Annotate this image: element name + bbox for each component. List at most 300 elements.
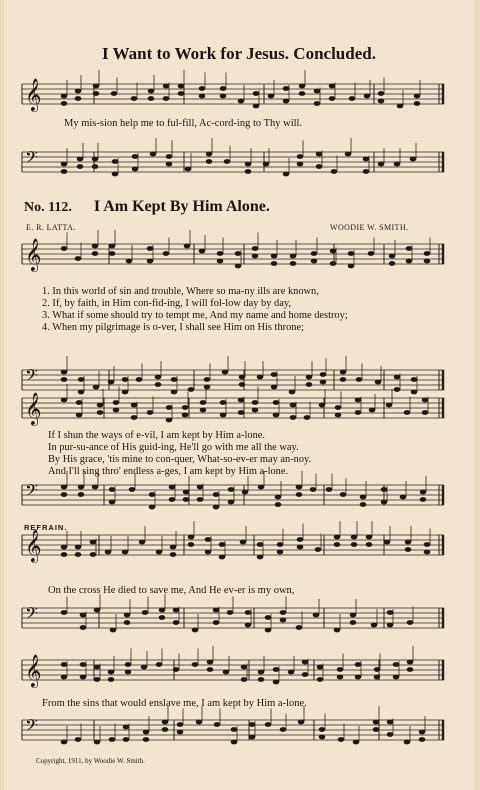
treble-clef-icon: 𝄞 xyxy=(25,529,42,562)
note-head xyxy=(142,610,149,615)
verses-first-half xyxy=(42,286,348,334)
note-head xyxy=(363,157,370,162)
note-head xyxy=(125,670,132,675)
note-head xyxy=(94,608,101,613)
note-head xyxy=(132,154,139,159)
note-head xyxy=(109,251,116,256)
note-head xyxy=(183,497,190,502)
note-head xyxy=(306,382,313,387)
note-head xyxy=(393,675,400,680)
note-head xyxy=(61,545,68,550)
note-head xyxy=(355,410,362,415)
refrain-label: REFRAIN. xyxy=(24,523,68,532)
note-head xyxy=(108,380,115,385)
note-head xyxy=(348,264,355,269)
note-head xyxy=(61,740,68,745)
note-head xyxy=(317,665,324,670)
note-head xyxy=(220,400,227,405)
note-head xyxy=(148,89,155,94)
note-head xyxy=(258,485,265,490)
note-head xyxy=(131,403,138,408)
note-head xyxy=(355,398,362,403)
note-head xyxy=(273,667,280,672)
note-head xyxy=(419,730,426,735)
note-head xyxy=(61,246,68,251)
verse-line: 2. If, by faith, in Him con-fid-ing, I will fol-low day by day, xyxy=(42,298,291,309)
note-head xyxy=(386,403,393,408)
note-head xyxy=(277,542,284,547)
note-head xyxy=(136,377,143,382)
note-head xyxy=(222,370,229,375)
note-head xyxy=(315,547,322,552)
note-head xyxy=(147,246,154,251)
note-head xyxy=(351,535,358,540)
verse-line: By His grace, 'tis mine to con-quer, What-so-ev-er may an-noy. xyxy=(48,454,312,465)
note-head xyxy=(257,542,264,547)
note-head xyxy=(188,542,195,547)
note-head xyxy=(277,550,284,555)
note-head xyxy=(404,410,411,415)
note-head xyxy=(414,94,421,99)
note-head xyxy=(394,387,401,392)
note-head xyxy=(228,500,235,505)
note-head xyxy=(240,540,247,545)
note-head xyxy=(290,415,297,420)
note-head xyxy=(92,251,99,256)
note-head xyxy=(239,375,246,380)
note-head xyxy=(368,251,375,256)
note-head xyxy=(220,86,227,91)
note-head xyxy=(375,380,382,385)
note-head xyxy=(162,720,169,725)
continued-hymn-lyric: My mis-sion help me to ful-fill, Ac-cord-ing to Thy will. xyxy=(64,118,303,129)
note-head xyxy=(350,620,357,625)
note-head xyxy=(366,535,373,540)
note-head xyxy=(213,492,220,497)
note-head xyxy=(245,623,252,628)
note-head xyxy=(141,665,148,670)
note-head xyxy=(131,96,138,101)
note-head xyxy=(205,550,212,555)
note-head xyxy=(387,623,394,628)
note-head xyxy=(122,377,129,382)
note-head xyxy=(242,490,249,495)
note-head xyxy=(384,540,391,545)
note-head xyxy=(78,492,85,497)
hymnal-page xyxy=(4,0,474,790)
bar-lines xyxy=(22,70,443,742)
note-head xyxy=(75,89,82,94)
note-head xyxy=(394,375,401,380)
note-head xyxy=(298,720,305,725)
note-head xyxy=(271,254,278,259)
note-head xyxy=(177,730,184,735)
note-head xyxy=(159,608,166,613)
note-head xyxy=(124,613,131,618)
note-head xyxy=(143,730,150,735)
note-head xyxy=(235,251,242,256)
note-head xyxy=(111,91,118,96)
note-head xyxy=(219,555,226,560)
note-head xyxy=(378,99,385,104)
hymn-title: I Am Kept By Him Alone. xyxy=(93,198,270,215)
note-head xyxy=(166,405,173,410)
note-head xyxy=(257,375,264,380)
note-head xyxy=(289,390,296,395)
note-head xyxy=(350,613,357,618)
note-head xyxy=(122,550,129,555)
note-head xyxy=(271,261,278,266)
bass-clef-icon: 𝄢 xyxy=(25,603,38,627)
note-head xyxy=(80,662,87,667)
note-head xyxy=(93,84,100,89)
note-head xyxy=(173,608,180,613)
note-head xyxy=(93,91,100,96)
note-head xyxy=(360,502,367,507)
note-head xyxy=(123,725,130,730)
note-head xyxy=(407,667,414,672)
note-head xyxy=(94,677,101,682)
note-head xyxy=(314,89,321,94)
note-head xyxy=(197,497,204,502)
note-head xyxy=(249,735,256,740)
treble-clef-icon: 𝄞 xyxy=(25,392,42,425)
verse-line: In pur-su-ance of His guid-ing, He'll go with me all the way. xyxy=(48,442,299,453)
note-head xyxy=(61,662,68,667)
note-head xyxy=(297,545,304,550)
note-head xyxy=(334,628,341,633)
note-head xyxy=(92,244,99,249)
note-head xyxy=(313,613,320,618)
note-head xyxy=(92,485,99,490)
note-head xyxy=(213,608,220,613)
note-head xyxy=(257,555,264,560)
note-head xyxy=(356,377,363,382)
note-head xyxy=(340,492,347,497)
note-head xyxy=(206,159,213,164)
note-head xyxy=(147,259,154,264)
note-head xyxy=(224,159,231,164)
note-head xyxy=(112,159,119,164)
note-head xyxy=(334,542,341,547)
note-head xyxy=(170,545,177,550)
note-head xyxy=(205,537,212,542)
note-head xyxy=(252,246,259,251)
note-head xyxy=(231,727,238,732)
note-head xyxy=(156,550,163,555)
note-head xyxy=(373,720,380,725)
note-head xyxy=(188,535,195,540)
note-head xyxy=(245,162,252,167)
note-head xyxy=(424,550,431,555)
note-head xyxy=(320,372,327,377)
note-heads xyxy=(61,84,431,745)
note-head xyxy=(319,735,326,740)
note-head xyxy=(393,662,400,667)
staff-lines xyxy=(22,84,444,740)
note-head xyxy=(199,94,206,99)
music-credit: WOODIE W. SMITH. xyxy=(330,223,409,232)
note-head xyxy=(61,370,68,375)
note-head xyxy=(113,400,120,405)
note-head xyxy=(217,251,224,256)
note-head xyxy=(80,625,87,630)
bass-clef-icon: 𝄢 xyxy=(25,147,38,171)
note-head xyxy=(173,620,180,625)
note-head xyxy=(217,259,224,264)
note-head xyxy=(94,665,101,670)
hymn-heading xyxy=(24,198,270,216)
note-head xyxy=(196,720,203,725)
note-head xyxy=(374,667,381,672)
note-head xyxy=(265,615,272,620)
note-head xyxy=(302,660,309,665)
note-head xyxy=(353,740,360,745)
note-head xyxy=(329,84,336,89)
note-head xyxy=(319,727,326,732)
note-head xyxy=(173,667,180,672)
note-head xyxy=(241,665,248,670)
note-head xyxy=(171,390,178,395)
note-head xyxy=(338,737,345,742)
note-head xyxy=(337,667,344,672)
note-head xyxy=(387,732,394,737)
note-head xyxy=(143,737,150,742)
note-head xyxy=(326,487,333,492)
note-head xyxy=(76,400,83,405)
hymn-number: No. 112. xyxy=(24,200,72,215)
note-head xyxy=(245,169,252,174)
note-head xyxy=(320,380,327,385)
note-head xyxy=(348,251,355,256)
note-head xyxy=(290,254,297,259)
note-head xyxy=(110,628,117,633)
note-head xyxy=(61,492,68,497)
note-head xyxy=(126,259,133,264)
note-head xyxy=(61,485,68,490)
note-head xyxy=(414,101,421,106)
note-head xyxy=(61,94,68,99)
note-head xyxy=(316,164,323,169)
note-head xyxy=(170,552,177,557)
note-head xyxy=(419,737,426,742)
note-head xyxy=(219,542,226,547)
note-head xyxy=(311,259,318,264)
note-head xyxy=(407,620,414,625)
note-head xyxy=(75,96,82,101)
note-head xyxy=(378,162,385,167)
note-head xyxy=(155,375,162,380)
note-head xyxy=(271,385,278,390)
note-head xyxy=(90,552,97,557)
note-head xyxy=(258,677,265,682)
note-head xyxy=(290,403,297,408)
note-head xyxy=(283,99,290,104)
note-head xyxy=(235,264,242,269)
note-head xyxy=(345,152,352,157)
note-head xyxy=(349,96,356,101)
continued-hymn-title: I Want to Work for Jesus. Concluded. xyxy=(102,44,376,63)
treble-clef-icon: 𝄞 xyxy=(25,78,42,111)
note-head xyxy=(61,610,68,615)
note-head xyxy=(61,552,68,557)
note-head xyxy=(231,740,238,745)
note-head xyxy=(113,408,120,413)
note-head xyxy=(397,104,404,109)
note-head xyxy=(252,254,259,259)
note-head xyxy=(220,413,227,418)
note-head xyxy=(253,104,260,109)
note-head xyxy=(169,485,176,490)
note-head xyxy=(200,400,207,405)
note-head xyxy=(123,737,130,742)
note-head xyxy=(271,372,278,377)
note-head xyxy=(207,660,214,665)
note-head xyxy=(92,157,99,162)
note-head xyxy=(273,400,280,405)
note-head xyxy=(148,96,155,101)
note-head xyxy=(75,552,82,557)
verses-second-half xyxy=(48,430,311,478)
note-head xyxy=(299,91,306,96)
note-head xyxy=(61,377,68,382)
note-head xyxy=(381,500,388,505)
note-head xyxy=(253,91,260,96)
note-head xyxy=(214,722,221,727)
note-head xyxy=(299,84,306,89)
note-head xyxy=(90,540,97,545)
note-head xyxy=(76,413,83,418)
note-head xyxy=(360,495,367,500)
note-head xyxy=(404,740,411,745)
note-head xyxy=(355,662,362,667)
note-head xyxy=(317,677,324,682)
note-head xyxy=(394,162,401,167)
note-head xyxy=(80,675,87,680)
note-head xyxy=(97,403,104,408)
note-head xyxy=(297,162,304,167)
note-head xyxy=(105,550,112,555)
note-head xyxy=(296,485,303,490)
note-head xyxy=(310,487,317,492)
note-head xyxy=(316,152,323,157)
note-head xyxy=(178,84,185,89)
note-head xyxy=(420,497,427,502)
note-head xyxy=(241,677,248,682)
note-head xyxy=(411,377,418,382)
treble-clef-icon: 𝄞 xyxy=(25,654,42,687)
note-head xyxy=(355,675,362,680)
verse-line: If I shun the ways of e-vil, I am kept by Him a-lone. xyxy=(48,430,265,441)
note-head xyxy=(125,662,132,667)
note-head xyxy=(381,487,388,492)
note-head xyxy=(335,413,342,418)
note-head xyxy=(238,99,245,104)
note-head xyxy=(314,101,321,106)
note-head xyxy=(178,91,185,96)
note-head xyxy=(420,490,427,495)
note-head xyxy=(280,727,287,732)
note-head xyxy=(166,154,173,159)
note-head xyxy=(213,620,220,625)
note-head xyxy=(275,502,282,507)
note-head xyxy=(183,490,190,495)
note-head xyxy=(97,410,104,415)
bass-clef-icon: 𝄢 xyxy=(25,480,38,504)
note-head xyxy=(296,492,303,497)
note-head xyxy=(283,172,290,177)
note-head xyxy=(75,256,82,261)
note-head xyxy=(302,672,309,677)
copyright-notice: Copyright, 1911, by Woodie W. Smith. xyxy=(36,757,145,765)
note-head xyxy=(304,415,311,420)
note-head xyxy=(280,610,287,615)
note-head xyxy=(78,390,85,395)
note-head xyxy=(162,727,169,732)
note-head xyxy=(155,382,162,387)
note-head xyxy=(206,152,213,157)
note-head xyxy=(147,410,154,415)
note-head xyxy=(61,162,68,167)
note-head xyxy=(108,677,115,682)
note-head xyxy=(122,390,129,395)
note-head xyxy=(340,377,347,382)
note-head xyxy=(407,660,414,665)
note-head xyxy=(182,405,189,410)
words-credit: E. R. LATTA. xyxy=(26,223,76,232)
note-head xyxy=(387,720,394,725)
note-head xyxy=(258,670,265,675)
verse-line: 3. What if some should try to tempt me, And my name and home destroy; xyxy=(42,310,348,321)
note-head xyxy=(108,670,115,675)
note-head xyxy=(405,547,412,552)
note-head xyxy=(156,662,163,667)
note-head xyxy=(239,382,246,387)
note-head xyxy=(371,623,378,628)
note-head xyxy=(424,259,431,264)
note-head xyxy=(366,542,373,547)
note-head xyxy=(204,377,211,382)
note-head xyxy=(249,722,256,727)
bass-clef-icon: 𝄢 xyxy=(25,715,38,739)
note-head xyxy=(61,101,68,106)
note-head xyxy=(77,164,84,169)
note-head xyxy=(280,618,287,623)
note-head xyxy=(112,172,119,177)
note-head xyxy=(204,385,211,390)
note-head xyxy=(163,251,170,256)
note-head xyxy=(263,162,270,167)
note-head xyxy=(265,628,272,633)
note-head xyxy=(213,505,220,510)
note-head xyxy=(369,408,376,413)
note-head xyxy=(252,408,259,413)
note-head xyxy=(182,413,189,418)
note-head xyxy=(410,157,417,162)
note-head xyxy=(223,670,230,675)
note-head xyxy=(406,246,413,251)
note-head xyxy=(75,737,82,742)
note-head xyxy=(197,485,204,490)
note-head xyxy=(340,370,347,375)
note-head xyxy=(405,540,412,545)
verse-line: 1. In this world of sin and trouble, Where so ma-ny ills are known, xyxy=(42,286,319,297)
note-head xyxy=(227,610,234,615)
verse-line: 4. When my pilgrimage is o-ver, I shall see Him on His throne; xyxy=(42,322,304,333)
clefs xyxy=(25,78,42,739)
note-head xyxy=(330,261,337,266)
note-head xyxy=(389,254,396,259)
